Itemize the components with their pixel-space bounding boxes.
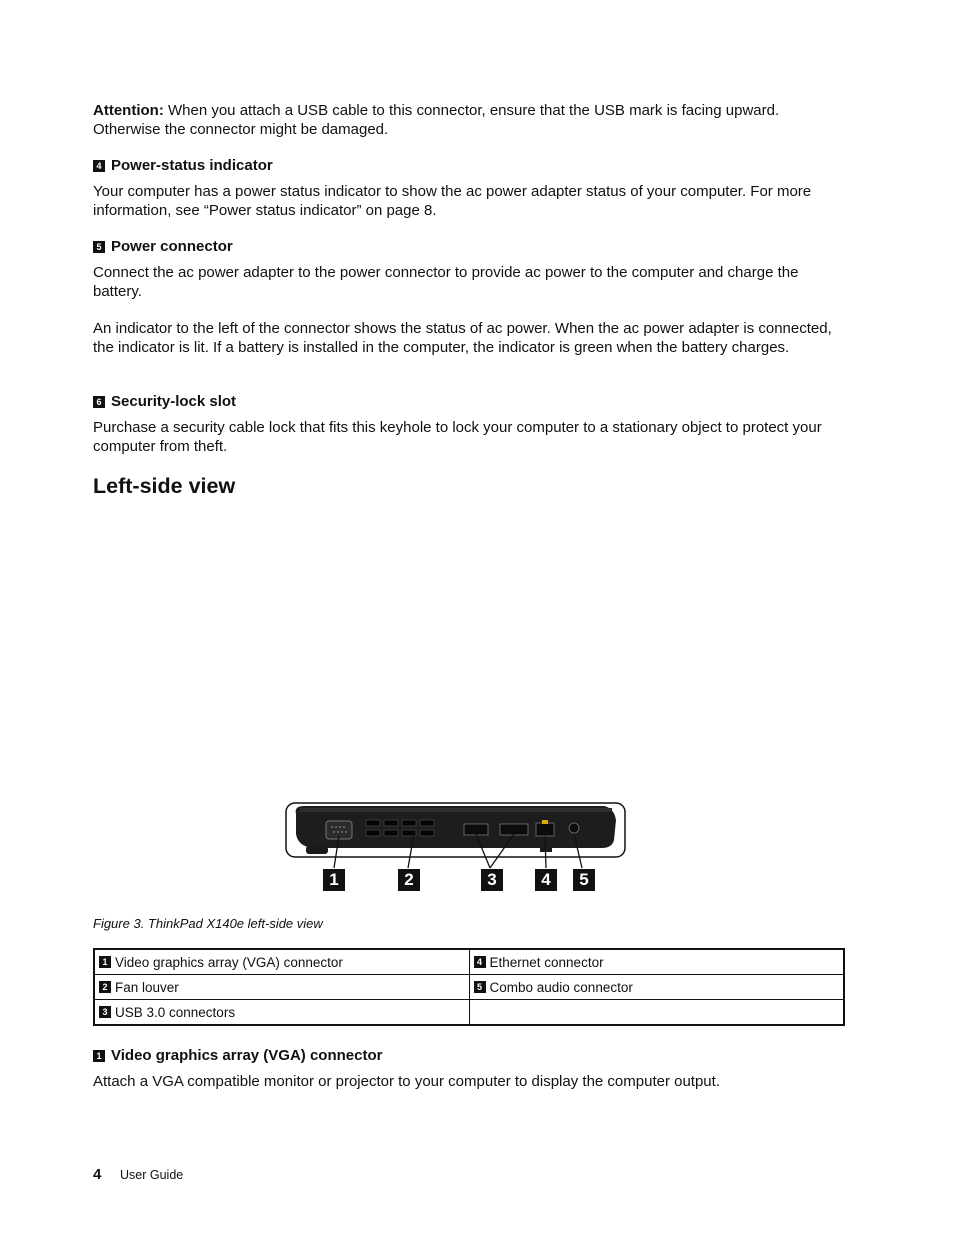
section-heading-vga (93, 1047, 382, 1065)
legend-text: Combo audio connector (489, 979, 633, 995)
section-paragraph: Attach a VGA compatible monitor or projector to your computer to display the computer output. (93, 1073, 720, 1090)
section-title: Video graphics array (VGA) connector (111, 1047, 383, 1064)
legend-number-badge: 2 (99, 981, 111, 993)
figure-callout-4: 4 (535, 869, 557, 891)
figure-callout-1: 1 (323, 869, 345, 891)
attention-label: Attention: (93, 102, 164, 119)
legend-number-badge: 4 (474, 956, 486, 968)
legend-text: Video graphics array (VGA) connector (115, 954, 343, 970)
table-cell (94, 975, 469, 1000)
table-cell (469, 949, 844, 975)
attention-paragraph (93, 102, 838, 139)
section-paragraph: Purchase a security cable lock that fits this keyhole to lock your computer to a stationary object to protect your computer from theft. (93, 419, 822, 455)
table-cell (469, 975, 844, 1000)
section-paragraph: Connect the ac power adapter to the power connector to provide ac power to the computer and charge the battery. (93, 264, 799, 300)
table-cell (94, 949, 469, 975)
section-heading-power-connector (93, 238, 233, 256)
section-number-badge: 6 (93, 396, 105, 408)
figure-caption: Figure 3. ThinkPad X140e left-side view (93, 916, 323, 931)
table-row (94, 975, 844, 1000)
section-heading-power-status (93, 157, 273, 175)
table-cell (469, 1000, 844, 1026)
footer-title: User Guide (120, 1168, 184, 1182)
laptop-side-view (296, 806, 616, 854)
section-title: Security-lock slot (111, 393, 237, 410)
table-cell (94, 1000, 469, 1026)
legend-text: Ethernet connector (489, 954, 604, 970)
figure-callout-5: 5 (573, 869, 595, 891)
table-row (94, 949, 844, 975)
section-number-badge: 4 (93, 160, 105, 172)
table-row (94, 1000, 844, 1026)
figure-callout-3: 3 (481, 869, 503, 891)
legend-text: USB 3.0 connectors (115, 1004, 236, 1020)
legend-text: Fan louver (115, 979, 179, 995)
attention-text: When you attach a USB cable to this connector, ensure that the USB mark is facing upward. Otherwise the connector might be damaged. (93, 102, 780, 138)
section-paragraph: Your computer has a power status indicator to show the ac power adapter status of your computer. For more information, see “Power status indicator” on page 8. (93, 183, 812, 219)
section-heading-security-lock (93, 393, 236, 411)
laptop-figure (0, 530, 954, 910)
figure-callout-2: 2 (398, 869, 420, 891)
page-number: 4 (93, 1166, 102, 1183)
legend-table (93, 948, 845, 1026)
section-paragraph: An indicator to the left of the connector shows the status of ac power. When the ac power adapter is connected, the indicator is lit. If a battery is installed in the computer, the indicator is green when the battery charges. (93, 320, 832, 356)
legend-number-badge: 5 (474, 981, 486, 993)
section-title: Power connector (111, 238, 233, 255)
page-heading: Left-side view (93, 474, 236, 498)
section-number-badge: 5 (93, 241, 105, 253)
section-number-badge: 1 (93, 1050, 105, 1062)
legend-number-badge: 3 (99, 1006, 111, 1018)
section-title: Power-status indicator (111, 157, 273, 174)
legend-number-badge: 1 (99, 956, 111, 968)
